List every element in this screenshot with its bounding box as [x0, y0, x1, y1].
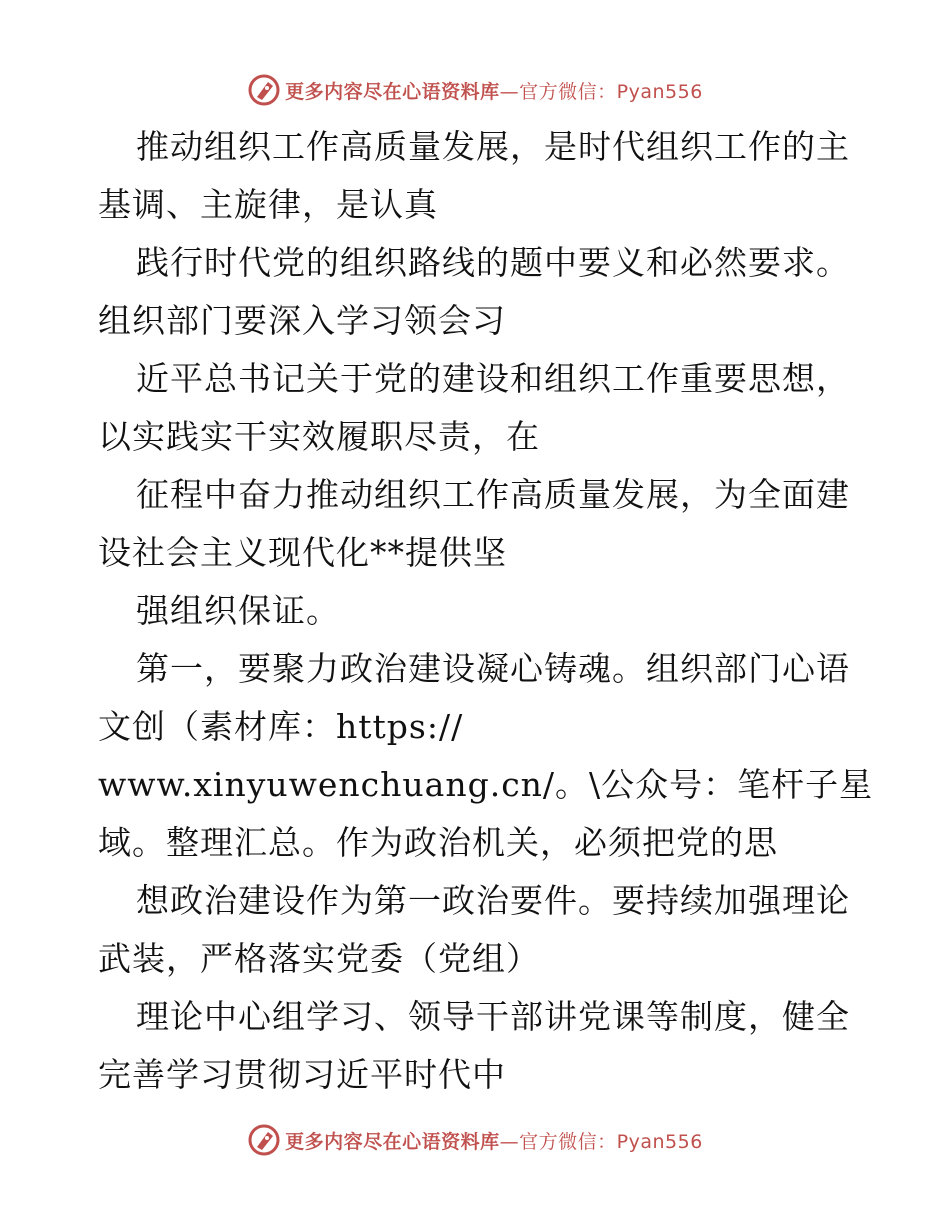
text-line: 强组织保证。	[136, 591, 340, 630]
header-banner	[0, 70, 950, 110]
text-line: 完善学习贯彻习近平时代中	[98, 1055, 506, 1094]
text-line: 组织部门要深入学习领会习	[98, 301, 506, 340]
banner-separator: —	[499, 80, 520, 103]
text-line: www.xinyuwenchuang.cn/。\公众号：笔杆子星	[98, 765, 874, 804]
text-line: 基调、主旋律，是认真	[98, 185, 438, 224]
text-line: 文创（素材库：https://	[98, 707, 464, 746]
text-line: 设社会主义现代化**提供坚	[98, 533, 507, 572]
text-line: 想政治建设作为第一政治要件。要持续加强理论	[136, 881, 850, 920]
banner-text	[285, 77, 703, 104]
banner-text	[285, 1127, 703, 1154]
text-line: 武装，严格落实党委（党组）	[98, 939, 540, 978]
footer-banner	[0, 1120, 950, 1160]
text-line: 推动组织工作高质量发展，是时代组织工作的主	[136, 127, 850, 166]
text-line: 第一，要聚力政治建设凝心铸魂。组织部门心语	[136, 649, 850, 688]
pen-nib-logo-icon	[247, 1123, 281, 1157]
text-line: 践行时代党的组织路线的题中要义和必然要求。	[136, 243, 850, 282]
text-line: 域。整理汇总。作为政治机关，必须把党的思	[98, 823, 778, 862]
banner-contact-text: 官方微信：Pyan556	[519, 1130, 703, 1153]
text-line: 近平总书记关于党的建设和组织工作重要思想，	[136, 359, 850, 398]
pen-nib-logo-icon	[247, 73, 281, 107]
text-line: 理论中心组学习、领导干部讲党课等制度，健全	[136, 997, 850, 1036]
banner-separator: —	[499, 1130, 520, 1153]
document-body	[98, 118, 874, 1104]
banner-main-text: 更多内容尽在心语资料库	[285, 1130, 500, 1153]
text-line: 以实践实干实效履职尽责，在	[98, 417, 540, 456]
banner-contact-text: 官方微信：Pyan556	[519, 80, 703, 103]
text-line: 征程中奋力推动组织工作高质量发展，为全面建	[136, 475, 850, 514]
banner-main-text: 更多内容尽在心语资料库	[285, 80, 500, 103]
